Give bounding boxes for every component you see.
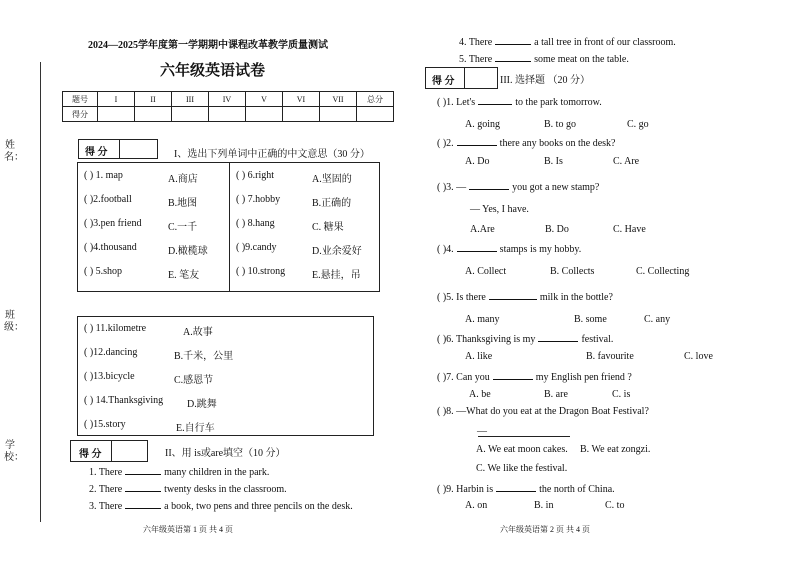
- option-1: B. We eat zongzi.: [580, 444, 651, 455]
- score-box-1-label: 得 分: [85, 147, 108, 158]
- match-item-answer: E.自行车: [176, 423, 215, 434]
- fill-blank-suffix: a tall tree in front of our classroom.: [534, 37, 676, 48]
- question-line: [437, 136, 615, 149]
- match-item-answer: B.正确的: [312, 198, 352, 209]
- match-item-answer: C.感恩节: [174, 375, 214, 386]
- match-item-question: ( )15.story: [84, 419, 126, 430]
- question-line: [437, 370, 632, 383]
- match-item-answer: C.一千: [168, 222, 198, 233]
- question-suffix: to the park tomorrow.: [515, 97, 602, 108]
- option-0: A. We eat moon cakes.: [476, 444, 568, 455]
- score-box-2-label: 得 分: [79, 449, 102, 460]
- question-stem: ( )8. —What do you eat at the Dragon Boat Festival?: [437, 406, 649, 417]
- answer-blank[interactable]: [125, 482, 161, 492]
- score-col-4: IV: [209, 92, 246, 107]
- option-1: B. in: [534, 500, 554, 511]
- score-box-3-label: 得 分: [432, 76, 455, 87]
- option-0: A. be: [469, 389, 491, 400]
- fill-blank-suffix: a book, two pens and three pencils on the desk.: [164, 501, 353, 512]
- question-stem: ( )7. Can you: [437, 372, 490, 383]
- option-1: B. Collects: [550, 266, 595, 277]
- score-col-total: 总分: [357, 92, 394, 107]
- match-item-answer: A.商店: [168, 174, 198, 185]
- option-0: A.Are: [470, 224, 495, 235]
- score-col-6: VI: [283, 92, 320, 107]
- class-label: 班级：: [4, 310, 24, 333]
- option-2: C. go: [627, 119, 649, 130]
- fill-blank-item: [89, 465, 269, 478]
- match-item-question: ( ) 8.hang: [236, 218, 275, 229]
- score-box-2: [70, 440, 148, 462]
- question-suffix: the north of China.: [539, 484, 615, 495]
- question-line: [437, 482, 615, 495]
- footer-right: 六年级英语第 2 页 共 4 页: [500, 525, 590, 534]
- match-item-answer: D.跳舞: [187, 399, 217, 410]
- question-sub-answer: — Yes, I have.: [470, 204, 529, 215]
- answer-blank[interactable]: [457, 136, 497, 146]
- question-line: [437, 406, 649, 417]
- answer-blank[interactable]: [489, 290, 537, 300]
- option-2: C. to: [605, 500, 625, 511]
- exam-header: 2024—2025学年度第一学期期中课程改革教学质量测试: [88, 40, 328, 51]
- option-0: A. Collect: [465, 266, 507, 277]
- option-0: A. Do: [465, 156, 490, 167]
- score-col-5: V: [246, 92, 283, 107]
- section1-heading: I、选出下列单词中正确的中文意思（30 分）: [174, 149, 370, 160]
- question-line: [437, 332, 613, 345]
- question-suffix: festival.: [581, 334, 614, 345]
- answer-blank[interactable]: [495, 35, 531, 45]
- match-item-answer: C. 糖果: [312, 222, 344, 233]
- match-item-question: ( ) 5.shop: [84, 266, 123, 277]
- question-line: [437, 180, 599, 193]
- match-item-question: ( )2.football: [84, 194, 132, 205]
- option-1: B. Do: [545, 224, 569, 235]
- match-item-answer: D.橄榄球: [168, 246, 208, 257]
- section3-heading: III. 选择题 （20 分）: [500, 75, 590, 86]
- question-suffix: milk in the bottle?: [539, 292, 613, 303]
- answer-blank[interactable]: [493, 370, 533, 380]
- fill-blank-prefix: 3. There: [89, 501, 123, 512]
- option-0: A. on: [465, 500, 488, 511]
- match-item-question: ( )9.candy: [236, 242, 277, 253]
- fill-blank-item: [89, 482, 287, 495]
- question-stem: ( )6. Thanksgiving is my: [437, 334, 536, 345]
- match-item-question: ( ) 14.Thanksgiving: [84, 395, 164, 406]
- fill-blank-prefix: 1. There: [89, 467, 123, 478]
- page-title: 六年级英语试卷: [160, 63, 266, 79]
- match-item-question: ( )12.dancing: [84, 347, 138, 358]
- score-col-2: II: [135, 92, 172, 107]
- option-2: C. We like the festival.: [476, 463, 568, 474]
- score-box-3: [425, 67, 498, 89]
- match-item-answer: A.故事: [183, 327, 213, 338]
- option-1: B. some: [574, 314, 607, 325]
- score-box-1: [78, 139, 158, 159]
- answer-blank[interactable]: [478, 436, 570, 437]
- option-1: B. are: [544, 389, 568, 400]
- fill-blank-prefix: 4. There: [459, 37, 493, 48]
- question-suffix: you got a new stamp?: [512, 182, 600, 193]
- match-item-answer: D.业余爱好: [312, 246, 362, 257]
- match-item-answer: A.坚固的: [312, 174, 352, 185]
- fill-blank-item: [89, 499, 353, 512]
- option-0: A. like: [465, 351, 493, 362]
- question-stem: ( )2.: [437, 138, 454, 149]
- fill-blank-prefix: 5. There: [459, 54, 493, 65]
- fill-blank-prefix: 2. There: [89, 484, 123, 495]
- footer-left: 六年级英语第 1 页 共 4 页: [143, 525, 233, 534]
- question-stem: ( )9. Harbin is: [437, 484, 494, 495]
- answer-blank[interactable]: [496, 482, 536, 492]
- option-0: A. many: [465, 314, 500, 325]
- score-row2-label: 得分: [63, 107, 98, 122]
- school-label: 学校：: [4, 440, 24, 463]
- match-item-question: ( )3.pen friend: [84, 218, 142, 229]
- question-suffix: there any books on the desk?: [499, 138, 616, 149]
- option-1: B. favourite: [586, 351, 634, 362]
- match-item-question: ( ) 7.hobby: [236, 194, 281, 205]
- match-item-question: ( )13.bicycle: [84, 371, 135, 382]
- option-1: B. to go: [544, 119, 576, 130]
- answer-blank[interactable]: [495, 52, 531, 62]
- option-2: C. Have: [613, 224, 646, 235]
- fill-blank-suffix: many children in the park.: [164, 467, 270, 478]
- option-0: A. going: [465, 119, 500, 130]
- score-col-1: I: [98, 92, 135, 107]
- question-line: [437, 242, 581, 255]
- question-line: [437, 290, 613, 303]
- fill-blank-item: [459, 35, 676, 48]
- match-item-question: ( ) 1. map: [84, 170, 123, 181]
- match-item-question: ( ) 11.kilometre: [84, 323, 147, 334]
- question-stem: ( )1. Let's: [437, 97, 476, 108]
- match-item-answer: B.地图: [168, 198, 198, 209]
- answer-blank[interactable]: [125, 499, 161, 509]
- score-table: [62, 91, 394, 122]
- answer-blank[interactable]: [469, 180, 509, 190]
- match-item-question: ( )4.thousand: [84, 242, 137, 253]
- fill-blank-suffix: some meat on the table.: [534, 54, 629, 65]
- answer-blank[interactable]: [125, 465, 161, 475]
- match-item-answer: B.千米，公里: [174, 351, 234, 362]
- answer-blank[interactable]: [457, 242, 497, 252]
- score-row-label: 题号: [63, 92, 98, 107]
- match-item-answer: E.悬挂，吊: [312, 270, 361, 281]
- option-2: C. Collecting: [636, 266, 690, 277]
- question-stem: ( )5. Is there: [437, 292, 486, 303]
- option-2: C. any: [644, 314, 671, 325]
- match-item-question: ( ) 6.right: [236, 170, 275, 181]
- score-col-7: VII: [320, 92, 357, 107]
- answer-blank[interactable]: [478, 95, 512, 105]
- question-stem: ( )3. —: [437, 182, 467, 193]
- section2-heading: II、用 is或are填空（10 分）: [165, 448, 286, 459]
- match-item-answer: E. 笔友: [168, 270, 200, 281]
- score-col-3: III: [172, 92, 209, 107]
- question-suffix: stamps is my hobby.: [499, 244, 582, 255]
- option-1: B. Is: [544, 156, 563, 167]
- answer-blank[interactable]: [538, 332, 578, 342]
- fill-blank-suffix: twenty desks in the classroom.: [164, 484, 287, 495]
- question-line: [437, 95, 602, 108]
- question-stem: ( )4.: [437, 244, 454, 255]
- option-2: C. love: [684, 351, 713, 362]
- match-item-question: ( ) 10.strong: [236, 266, 286, 277]
- option-2: C. Are: [613, 156, 640, 167]
- dash-mark: —: [477, 426, 487, 437]
- option-2: C. is: [612, 389, 631, 400]
- binding-line: [40, 62, 41, 522]
- fill-blank-item: [459, 52, 629, 65]
- question-suffix: my English pen friend ?: [535, 372, 632, 383]
- name-label: 姓名：: [4, 140, 24, 163]
